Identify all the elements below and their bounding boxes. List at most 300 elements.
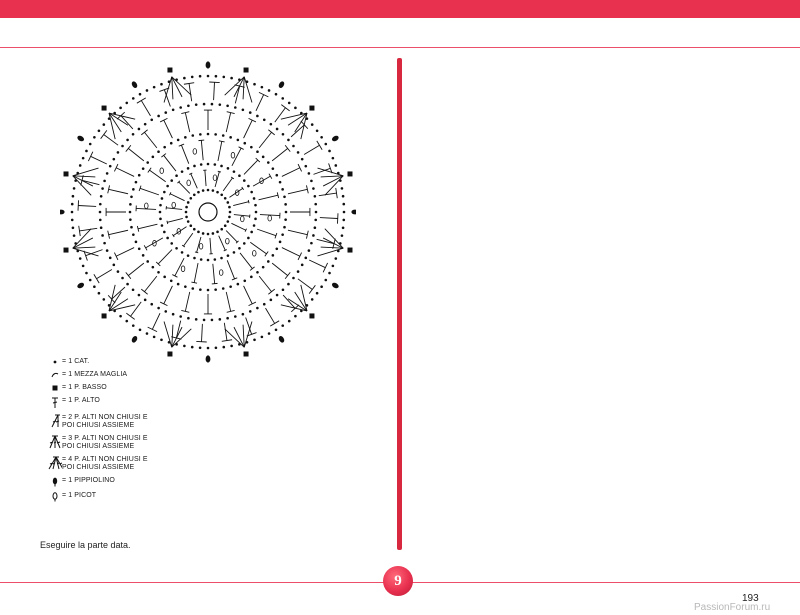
chain-dot — [197, 231, 200, 234]
chain-dot — [163, 191, 166, 194]
picot-icon — [48, 492, 62, 502]
double-crochet-mark — [144, 276, 156, 292]
chain-dot — [195, 318, 198, 321]
double-crochet-mark — [272, 148, 288, 160]
double-crochet-mark — [229, 188, 242, 197]
chain-dot — [320, 136, 323, 139]
symbol-legend — [48, 358, 178, 507]
double-crochet-mark — [189, 83, 192, 101]
chain-dot — [132, 188, 135, 191]
chain-dot — [341, 187, 344, 190]
double-crochet-mark — [164, 155, 176, 171]
double-crochet-mark — [257, 229, 276, 236]
chain-dot — [138, 247, 141, 250]
chain-dot — [311, 298, 314, 301]
double-crochet-mark — [282, 248, 300, 257]
double-crochet-mark — [164, 120, 173, 138]
cluster-mark — [325, 176, 343, 196]
picot-mark — [268, 215, 272, 221]
chain-dot — [181, 170, 184, 173]
chapter-badge — [383, 566, 413, 596]
single-crochet-mark — [167, 68, 172, 73]
chain-dot — [282, 288, 285, 291]
double-crochet-mark — [233, 202, 249, 206]
chain-dot — [261, 336, 264, 339]
double-crochet-mark — [282, 168, 300, 177]
chain-dot — [101, 234, 104, 237]
double-crochet-mark — [227, 260, 234, 279]
crochet-diagram — [60, 58, 356, 364]
chain-dot — [262, 266, 265, 269]
chain-dot — [288, 102, 291, 105]
chain-dot — [101, 187, 104, 190]
double-crochet-mark — [167, 218, 183, 222]
chain-dot — [341, 234, 344, 237]
chain-dot — [314, 203, 317, 206]
chain-dot — [334, 257, 337, 260]
chain-dot — [170, 279, 173, 282]
chain-dot — [117, 270, 120, 273]
chain-dot — [314, 226, 317, 229]
chain-dot — [342, 226, 345, 229]
double-crochet-mark — [205, 170, 206, 186]
chain-dot — [276, 294, 279, 297]
chain-dot — [132, 233, 135, 236]
single-crochet-mark — [244, 351, 249, 356]
chain-dot — [233, 170, 236, 173]
double-crochet-mark — [210, 238, 211, 254]
legend-label: = 2 P. ALTI NON CHIUSI E POI CHIUSI ASSIEME — [62, 414, 148, 429]
double-crochet-mark — [96, 269, 111, 278]
doily-chart — [60, 61, 356, 362]
legend-label: = 1 PICOT — [62, 492, 97, 499]
stitch-bar — [160, 302, 167, 306]
chain-dot — [197, 191, 200, 194]
chain-dot — [152, 156, 155, 159]
chain-dot — [185, 216, 188, 219]
stitch-bar — [269, 174, 272, 179]
slip-stitch-icon — [48, 371, 62, 379]
legend-item-bobble — [48, 477, 178, 487]
chain-dot — [100, 226, 103, 229]
chain-dot — [138, 174, 141, 177]
double-crochet-mark — [130, 302, 141, 316]
cluster-mark — [321, 247, 344, 248]
bobble-mark — [331, 135, 340, 143]
chain-dot — [109, 257, 112, 260]
chain-dot — [215, 346, 218, 349]
double-crochet-mark — [244, 160, 258, 174]
chain-dot — [191, 76, 194, 79]
chain-dot — [181, 251, 184, 254]
stitch-bar — [137, 98, 146, 103]
chain-dot — [93, 285, 96, 288]
double-crochet-mark — [275, 108, 286, 122]
dc4tog-icon — [48, 456, 62, 470]
chain-dot — [170, 142, 173, 145]
single-crochet-mark — [347, 248, 352, 253]
chain-dot — [262, 156, 265, 159]
double-crochet-mark — [226, 292, 230, 311]
chain-dot — [222, 134, 225, 137]
chain-dot — [184, 285, 187, 288]
picot-mark — [181, 266, 185, 272]
chain-dot — [297, 270, 300, 273]
double-crochet-mark — [214, 82, 215, 100]
chain-dot — [184, 136, 187, 139]
double-crochet-mark — [194, 263, 198, 283]
double-crochet-mark — [304, 145, 319, 154]
stitch-bar — [195, 252, 198, 253]
picot-mark — [172, 202, 176, 208]
bobble-mark — [206, 61, 211, 68]
double-crochet-mark — [202, 324, 203, 342]
chain-dot — [73, 187, 76, 190]
chain-dot — [177, 139, 180, 142]
chain-dot — [138, 294, 141, 297]
chain-dot — [222, 76, 225, 79]
chain-dot — [332, 265, 335, 268]
chain-dot — [193, 165, 196, 168]
chain-dot — [125, 320, 128, 323]
double-crochet-mark — [91, 156, 107, 164]
chain-dot — [301, 264, 304, 267]
chain-dot — [146, 161, 149, 164]
double-crochet-mark — [235, 86, 239, 103]
stitch-bar — [114, 164, 118, 171]
double-crochet-mark — [179, 182, 190, 193]
stitch-bar — [219, 141, 225, 142]
chain-dot — [89, 143, 92, 146]
picot-mark — [226, 238, 230, 244]
chain-dot — [250, 191, 253, 194]
double-crochet-mark — [176, 321, 180, 338]
picot-mark — [231, 152, 235, 158]
single-crochet-mark — [347, 171, 352, 176]
stitch-bar — [198, 140, 204, 141]
chain-dot — [187, 317, 190, 320]
chain-dot — [135, 181, 138, 184]
chain-dot — [126, 283, 129, 286]
chain-dot — [191, 134, 194, 137]
chain-dot — [308, 249, 311, 252]
double-crochet-mark — [232, 148, 241, 166]
chain-dot — [222, 346, 225, 349]
double-crochet-mark — [226, 231, 237, 242]
chain-dot — [106, 249, 109, 252]
stitch-bar — [218, 171, 221, 172]
double-crochet-mark — [152, 313, 160, 329]
stitch-bar — [101, 130, 107, 138]
chain-dot — [222, 287, 225, 290]
chain-dot — [316, 292, 319, 295]
chain-dot — [270, 123, 273, 126]
chain-dot — [187, 220, 190, 223]
chain-dot — [228, 206, 231, 209]
chain-dot — [119, 315, 122, 318]
stitch-bar — [126, 272, 131, 278]
chain-dot — [170, 242, 173, 245]
chain-dot — [243, 179, 246, 182]
chain-dot — [203, 103, 206, 106]
double-crochet-mark — [141, 100, 150, 115]
chain-dot — [187, 167, 190, 170]
stitch-bar — [337, 213, 338, 223]
stitch-bar — [248, 200, 249, 203]
chain-dot — [157, 271, 160, 274]
single-crochet-mark — [167, 351, 172, 356]
chain-dot — [234, 315, 237, 318]
chain-dot — [275, 93, 278, 96]
chain-dot — [191, 346, 194, 349]
chain-dot — [191, 287, 194, 290]
stitch-bar — [144, 245, 147, 250]
chain-dot — [207, 259, 210, 262]
chain-dot — [308, 172, 311, 175]
chain-dot — [82, 157, 85, 160]
double-crochet-mark — [109, 189, 128, 193]
double-crochet-mark — [223, 178, 232, 191]
chain-dot — [270, 299, 273, 302]
chain-dot — [142, 167, 145, 170]
legend-item-double-crochet — [48, 397, 178, 409]
chain-dot — [175, 174, 178, 177]
double-crochet-mark — [218, 141, 222, 161]
chain-dot — [170, 179, 173, 182]
chain-dot — [193, 257, 196, 260]
picot-mark — [252, 250, 256, 256]
chain-dot — [254, 218, 257, 221]
stitch-bar — [114, 253, 118, 260]
chain-dot — [219, 103, 222, 106]
chain-dot — [207, 133, 210, 136]
chain-dot — [214, 163, 217, 166]
chain-dot — [328, 272, 331, 275]
double-crochet-mark — [240, 253, 252, 269]
legend-label: = 1 P. BASSO — [62, 384, 107, 391]
chain-dot — [72, 195, 75, 198]
chain-dot — [253, 338, 256, 341]
pattern-instruction: Eseguire la parte data. — [40, 540, 131, 550]
chain-dot — [172, 108, 175, 111]
chain-dot — [276, 128, 279, 131]
chain-dot — [179, 106, 182, 109]
cluster-mark — [73, 247, 96, 248]
single-crochet-icon — [48, 384, 62, 392]
double-crochet-mark — [259, 132, 271, 148]
cluster-mark — [73, 229, 91, 249]
chain-dot — [150, 303, 153, 306]
double-crochet-mark — [272, 263, 288, 275]
watermark: PassionForum.ru — [694, 602, 771, 613]
double-crochet-mark — [128, 263, 144, 275]
chain-dot — [212, 189, 215, 192]
chain-dot — [142, 254, 145, 257]
cluster-mark — [172, 325, 173, 348]
dc3tog-icon — [48, 435, 62, 449]
bobble-mark — [76, 135, 85, 143]
chain-dot — [199, 133, 202, 136]
chain-dot — [247, 185, 250, 188]
chain-dot — [85, 150, 88, 153]
chain-dot — [304, 165, 307, 168]
cluster-mark — [172, 77, 192, 95]
chain-dot — [275, 328, 278, 331]
chain-dot — [310, 180, 313, 183]
page-number: 193 — [742, 593, 759, 604]
chain-dot — [113, 158, 116, 161]
chain-dot — [315, 211, 318, 214]
stitch-bar — [298, 164, 302, 171]
chain-dot — [226, 104, 229, 107]
double-crochet-mark — [226, 113, 230, 132]
chain-dot — [146, 89, 149, 92]
cluster-mark — [244, 77, 252, 103]
chain-dot — [227, 201, 230, 204]
double-crochet-mark — [265, 308, 274, 323]
picot-mark — [145, 203, 149, 209]
chain-dot — [237, 139, 240, 142]
stitch-bar — [94, 274, 99, 283]
legend-item-slip-stitch — [48, 371, 178, 379]
chain-dot — [342, 195, 345, 198]
chain-dot — [183, 345, 186, 348]
chain-dot — [242, 313, 245, 316]
chain-dot — [161, 197, 164, 200]
double-crochet-mark — [144, 132, 156, 148]
chain-dot — [199, 75, 202, 78]
chain-dot — [224, 224, 227, 227]
chain-dot — [99, 219, 102, 222]
double-crochet-mark — [164, 286, 173, 304]
chain-dot — [72, 226, 75, 229]
chain-dot — [256, 271, 259, 274]
double-crochet-mark — [140, 188, 159, 195]
chain-dot — [195, 103, 198, 106]
stitch-bar — [249, 302, 256, 306]
cluster-mark — [243, 325, 244, 348]
center-ring — [199, 203, 217, 221]
chain-dot — [284, 203, 287, 206]
chain-dot — [79, 164, 82, 167]
chain-dot — [281, 324, 284, 327]
double-crochet-mark — [215, 172, 219, 187]
stitch-bar — [148, 327, 157, 331]
chain-dot — [292, 277, 295, 280]
chain-dot — [324, 279, 327, 282]
stitch-bar — [298, 253, 302, 260]
chain-dot — [98, 129, 101, 132]
chain-dot — [160, 83, 163, 86]
legend-label: = 1 P. ALTO — [62, 397, 100, 404]
chain-dot — [250, 276, 253, 279]
chain-dot — [159, 211, 162, 214]
chain-dot — [256, 307, 259, 310]
chain-dot — [243, 279, 246, 282]
picot-mark — [199, 244, 203, 250]
chain-dot — [220, 165, 223, 168]
bobble-mark — [331, 282, 340, 290]
chain-dot — [294, 315, 297, 318]
chain-dot — [227, 220, 230, 223]
chain-dot — [216, 191, 219, 194]
chain-dot — [311, 123, 314, 126]
legend-item-dc4tog — [48, 456, 178, 472]
chain-dot — [216, 231, 219, 234]
chain-dot — [281, 188, 284, 191]
legend-label: = 1 CAT. — [62, 358, 90, 365]
chain-dot — [268, 89, 271, 92]
chain-dot — [193, 228, 196, 231]
bobble-mark — [278, 80, 286, 89]
chain-dot — [228, 216, 231, 219]
stitch-bar — [323, 263, 327, 272]
bobble-mark — [351, 210, 356, 215]
legend-item-picot — [48, 492, 178, 502]
chain-dot — [100, 195, 103, 198]
chain-dot — [73, 234, 76, 237]
chain-dot — [301, 158, 304, 161]
chain-dot — [99, 211, 102, 214]
chain-dot — [211, 103, 214, 106]
chain-dot — [185, 211, 188, 214]
chain-dot — [249, 310, 252, 313]
chain-dot — [177, 283, 180, 286]
chain-dot — [125, 102, 128, 105]
double-crochet-mark — [104, 134, 118, 145]
stitch-bar — [88, 152, 92, 161]
chain-dot — [304, 257, 307, 260]
chain-dot — [343, 211, 346, 214]
double-crochet-mark — [224, 323, 227, 341]
chain-dot — [161, 224, 164, 227]
chain-dot — [199, 288, 202, 291]
chain-dot — [220, 228, 223, 231]
chain-dot — [157, 307, 160, 310]
chain-dot — [285, 211, 288, 214]
chain-dot — [334, 164, 337, 167]
chain-dot — [237, 283, 240, 286]
double-crochet-mark — [288, 230, 307, 234]
stitch-bar — [265, 252, 268, 257]
stitch-bar — [189, 173, 192, 174]
bobble-mark — [76, 282, 85, 290]
stitch-bar — [268, 130, 274, 135]
chain-dot — [146, 260, 149, 263]
cluster-mark — [164, 322, 172, 348]
chain-dot — [103, 180, 106, 183]
double-crochet-mark — [173, 227, 186, 236]
chain-dot — [342, 203, 345, 206]
chain-dot — [249, 111, 252, 114]
chain-dot — [159, 204, 162, 207]
chain-dot — [183, 77, 186, 80]
chain-dot — [284, 218, 287, 221]
chain-dot — [242, 108, 245, 111]
chain-dot — [103, 298, 106, 301]
stitch-bar — [167, 221, 168, 224]
chain-dot — [292, 145, 295, 148]
stitch-bar — [191, 282, 197, 283]
chain-dot — [324, 143, 327, 146]
chain-dot — [166, 237, 169, 240]
cluster-mark — [225, 329, 245, 347]
picot-mark — [160, 168, 164, 174]
double-crochet-mark — [128, 148, 144, 160]
double-crochet-mark — [309, 260, 325, 268]
double-crochet-icon — [48, 397, 62, 409]
chain-dot — [220, 257, 223, 260]
